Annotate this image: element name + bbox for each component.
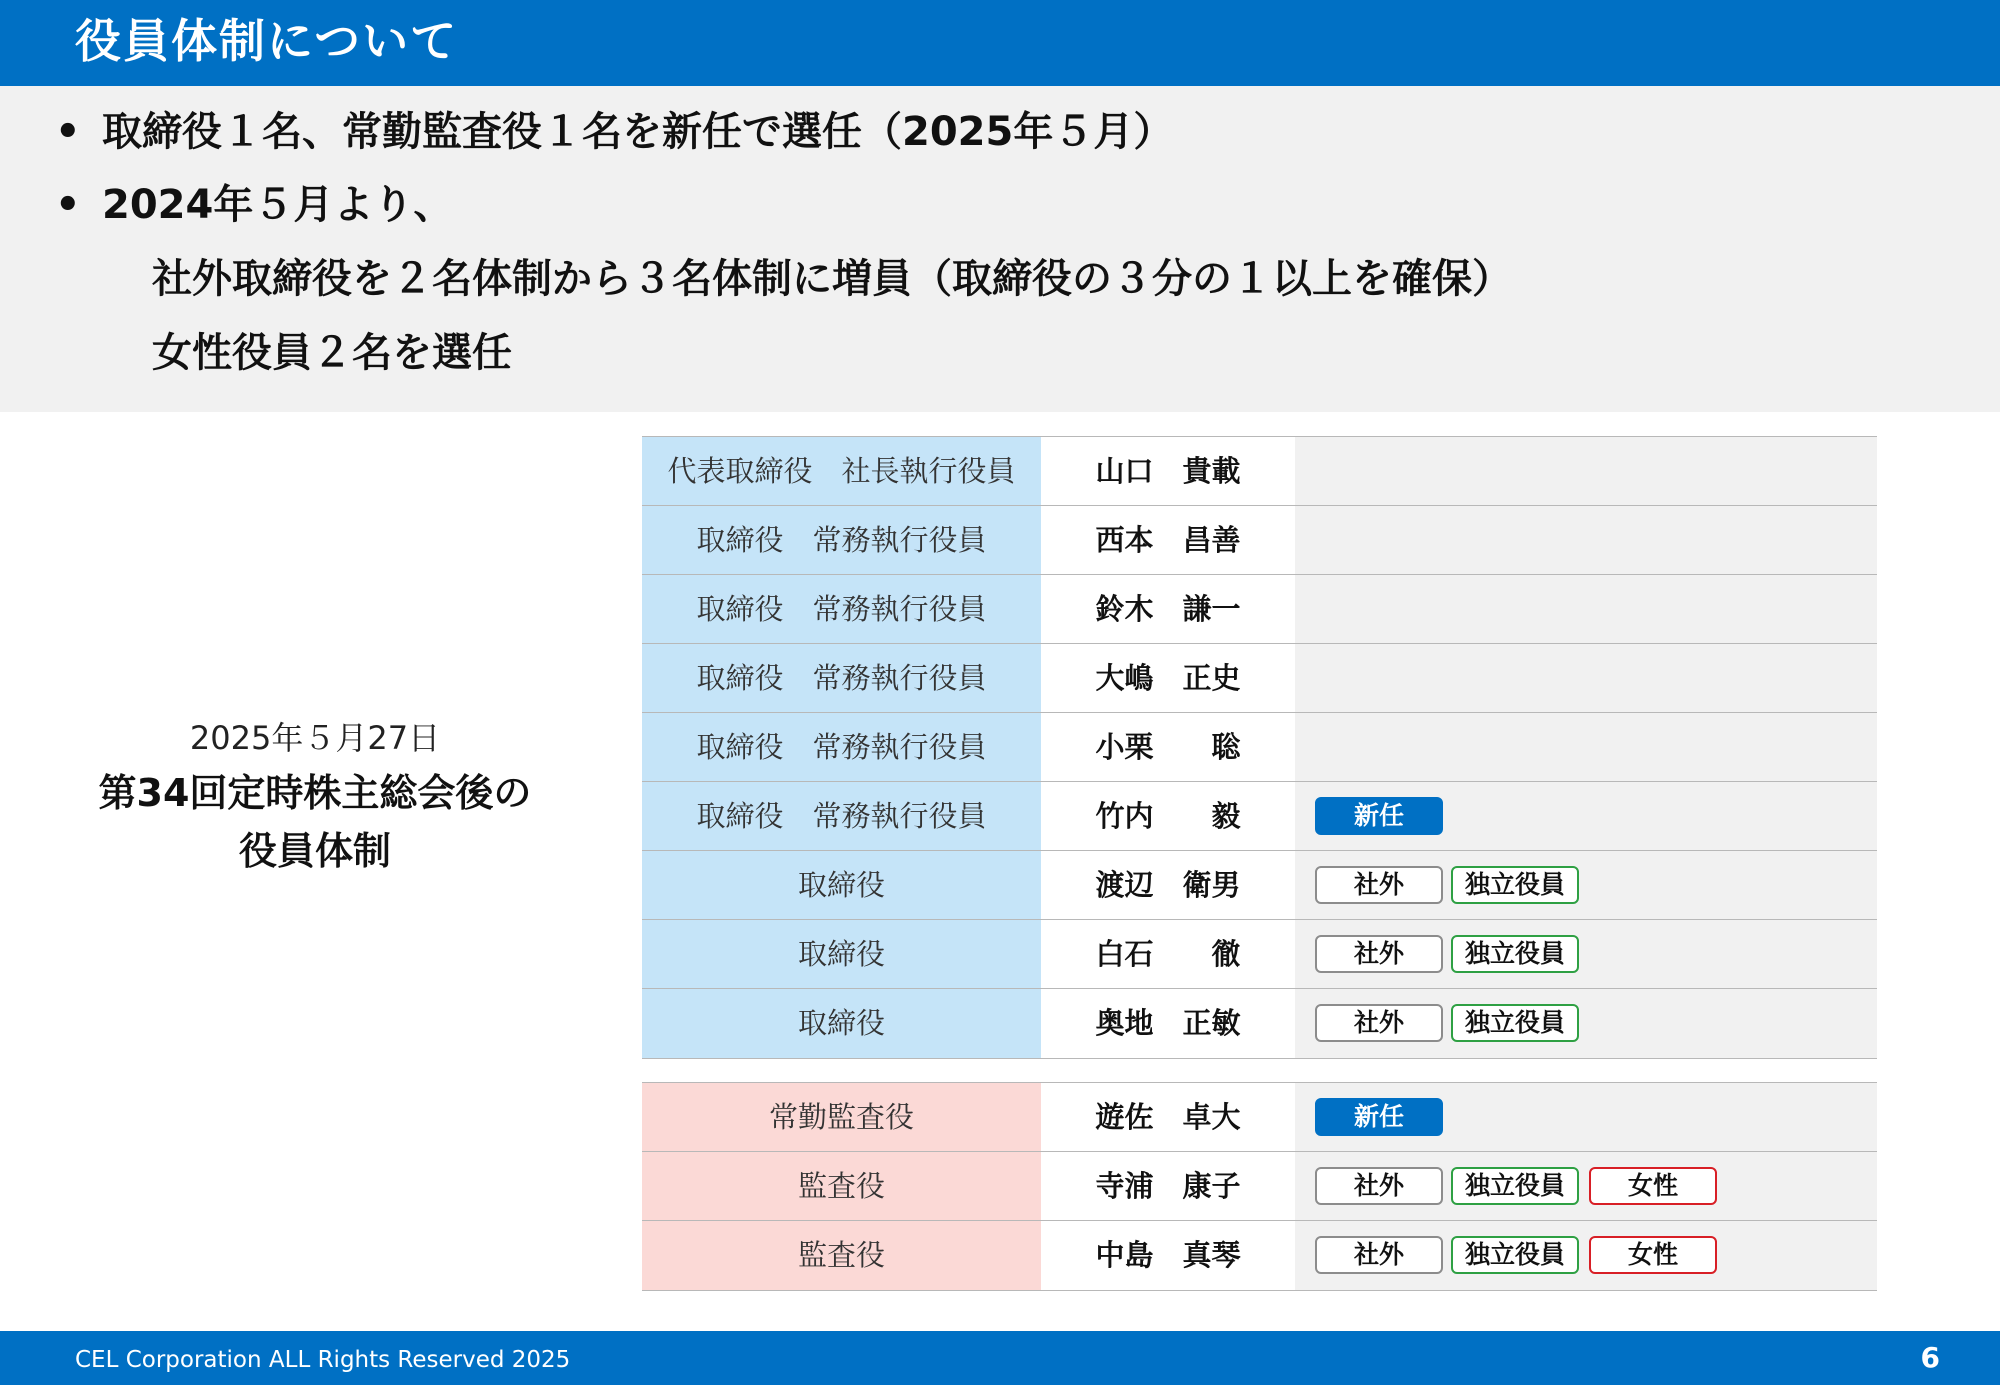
tag-independent-badge: 独立役員 — [1451, 1236, 1579, 1274]
officer-name: 中島 真琴 — [1041, 1221, 1295, 1290]
tag-outside-badge: 社外 — [1315, 1004, 1443, 1042]
table-row — [642, 988, 1877, 1058]
table-bottom-border — [642, 1058, 1877, 1059]
officer-role: 取締役 — [642, 851, 1041, 920]
officer-tags — [1295, 1221, 1877, 1290]
bullet-section — [0, 86, 2000, 412]
officer-tags — [1295, 1152, 1877, 1221]
caption-heading: 役員体制 — [238, 829, 391, 873]
tag-outside-badge: 社外 — [1315, 866, 1443, 904]
sub-bullet-item: 社外取締役を２名体制から３名体制に増員（取締役の３分の１以上を確保） — [152, 256, 1512, 302]
officer-role: 取締役 — [642, 920, 1041, 989]
officer-name: 山口 貴載 — [1041, 437, 1295, 506]
table-row — [642, 781, 1877, 851]
tag-female-badge: 女性 — [1589, 1167, 1717, 1205]
table-row — [642, 850, 1877, 920]
footer — [0, 1331, 2000, 1385]
sub-bullet-item: 女性役員２名を選任 — [152, 330, 512, 376]
table-row — [642, 1220, 1877, 1290]
meeting-date: 2025年５月27日 — [189, 719, 441, 757]
officer-tags — [1295, 575, 1877, 644]
officer-tags — [1295, 920, 1877, 989]
officer-role: 取締役 常務執行役員 — [642, 506, 1041, 575]
page-number: 6 — [1920, 1341, 1940, 1374]
officer-role: 監査役 — [642, 1221, 1041, 1290]
officer-tags — [1295, 437, 1877, 506]
bullet-marker: • — [55, 182, 81, 228]
page-title: 役員体制について — [75, 14, 459, 68]
officer-role: 取締役 常務執行役員 — [642, 713, 1041, 782]
tag-independent-badge: 独立役員 — [1451, 1004, 1579, 1042]
bullet-item: 取締役１名、常勤監査役１名を新任で選任（2025年５月） — [102, 109, 1174, 155]
table-row — [642, 1082, 1877, 1152]
officer-tags — [1295, 506, 1877, 575]
tag-independent-badge: 独立役員 — [1451, 935, 1579, 973]
table-row — [642, 919, 1877, 989]
copyright-text: CEL Corporation ALL Rights Reserved 2025 — [75, 1347, 571, 1373]
table-row — [642, 436, 1877, 506]
table-row — [642, 574, 1877, 644]
officer-role: 取締役 常務執行役員 — [642, 782, 1041, 851]
officer-role: 取締役 常務執行役員 — [642, 575, 1041, 644]
officer-name: 渡辺 衛男 — [1041, 851, 1295, 920]
officer-name: 遊佐 卓大 — [1041, 1083, 1295, 1152]
officer-tags — [1295, 644, 1877, 713]
tag-outside-badge: 社外 — [1315, 1167, 1443, 1205]
officer-tags — [1295, 713, 1877, 782]
officer-role: 代表取締役 社長執行役員 — [642, 437, 1041, 506]
officer-name: 小栗 聡 — [1041, 713, 1295, 782]
table-row — [642, 1151, 1877, 1221]
table-row — [642, 643, 1877, 713]
officer-name: 寺浦 康子 — [1041, 1152, 1295, 1221]
tag-new-badge: 新任 — [1315, 1098, 1443, 1136]
tag-new-badge: 新任 — [1315, 797, 1443, 835]
tag-outside-badge: 社外 — [1315, 935, 1443, 973]
officer-name: 大嶋 正史 — [1041, 644, 1295, 713]
tag-independent-badge: 独立役員 — [1451, 1167, 1579, 1205]
bullet-marker: • — [55, 109, 81, 155]
table-row — [642, 712, 1877, 782]
officer-tags — [1295, 782, 1877, 851]
officer-tags — [1295, 989, 1877, 1058]
bullet-item: 2024年５月より、 — [102, 182, 454, 228]
tag-female-badge: 女性 — [1589, 1236, 1717, 1274]
caption-heading: 第34回定時株主総会後の — [98, 771, 532, 815]
tag-outside-badge: 社外 — [1315, 1236, 1443, 1274]
officer-name: 西本 昌善 — [1041, 506, 1295, 575]
officer-name: 竹内 毅 — [1041, 782, 1295, 851]
officer-name: 奥地 正敏 — [1041, 989, 1295, 1058]
officer-name: 鈴木 謙一 — [1041, 575, 1295, 644]
table-bottom-border — [642, 1290, 1877, 1291]
table-row — [642, 505, 1877, 575]
officer-role: 取締役 常務執行役員 — [642, 644, 1041, 713]
officer-tags — [1295, 1083, 1877, 1152]
officer-name: 白石 徹 — [1041, 920, 1295, 989]
officer-role: 監査役 — [642, 1152, 1041, 1221]
tag-independent-badge: 独立役員 — [1451, 866, 1579, 904]
officer-tags — [1295, 851, 1877, 920]
officer-role: 取締役 — [642, 989, 1041, 1058]
officer-role: 常勤監査役 — [642, 1083, 1041, 1152]
title-bar — [0, 0, 2000, 86]
